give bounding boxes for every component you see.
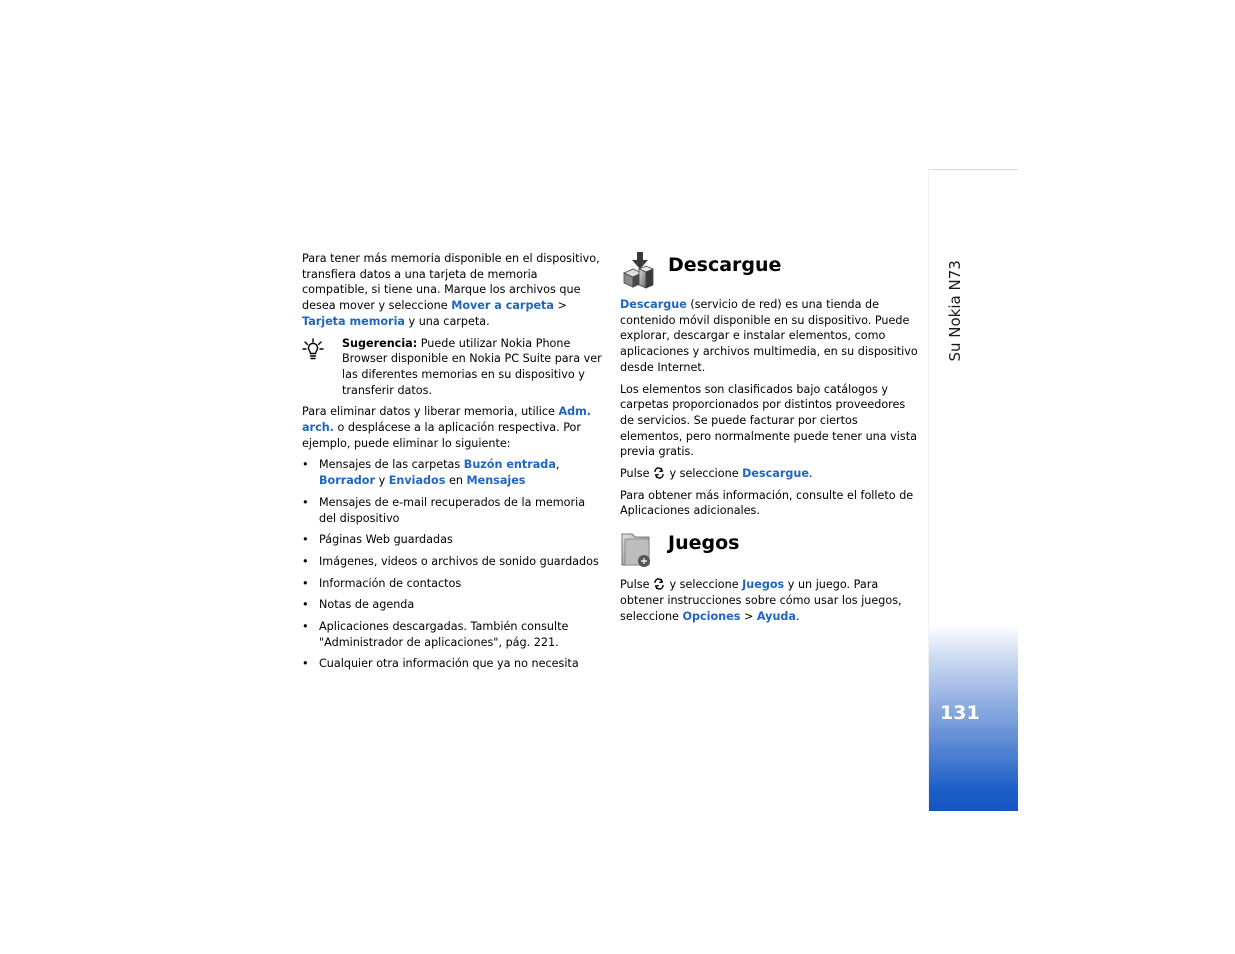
right-column <box>620 251 920 630</box>
chapter-title-text: Su Nokia N73 <box>946 260 965 362</box>
tip-label: Sugerencia: <box>342 336 418 350</box>
tip-text <box>342 336 602 399</box>
menu-key-icon <box>652 577 666 591</box>
list-item: • Información de contactos <box>302 576 602 592</box>
games-folder-icon <box>620 531 656 571</box>
list-item: • Imágenes, videos o archivos de sonido guardados <box>302 554 602 570</box>
move-to-folder-option: Mover a carpeta <box>451 299 554 313</box>
list-item: • Cualquier otra información que ya no necesita <box>302 656 602 672</box>
tip-body: Puede utilizar Nokia Phone Browser disponible en Nokia PC Suite para ver las diferentes memorias en su dispositivo y transferir datos. <box>342 336 602 397</box>
separator: y <box>375 474 389 488</box>
list-item-text: Mensajes de las carpetas <box>319 458 464 472</box>
descargue-app-name: Descargue <box>620 298 687 311</box>
list-item: • Mensajes de e-mail recuperados de la memoria del dispositivo <box>302 495 602 526</box>
sent-folder: Enviados <box>388 474 446 488</box>
juegos-section-header <box>620 531 920 573</box>
separator: en <box>445 474 467 488</box>
list-item <box>302 457 602 488</box>
period: . <box>808 467 813 481</box>
lightbulb-tip-icon <box>302 338 324 362</box>
descargue-intro-text: (servicio de red) es una tienda de contenido móvil disponible en su dispositivo. Puede explorar, descargar e instalar elementos, como aplicaciones y archivos multimedia, en su dispositivo desde Internet. <box>620 298 918 374</box>
memory-intro-paragraph <box>302 251 602 330</box>
opciones-option: Opciones <box>682 609 741 623</box>
select-text: y seleccione <box>669 467 743 481</box>
intro-text: Para tener más memoria disponible en el dispositivo, transfiera datos a una tarjeta de memoria compatible, si tiene una. Marque los archivos que desea mover y seleccione <box>302 252 600 313</box>
intro-text-end: y una carpeta. <box>404 314 490 328</box>
delete-data-paragraph <box>302 404 602 451</box>
press-text: Pulse <box>620 467 650 481</box>
descargue-section-header <box>620 251 920 293</box>
left-column <box>302 251 602 678</box>
press-text: Pulse <box>620 578 650 592</box>
select-text: y seleccione <box>669 578 743 592</box>
messages-app: Mensajes <box>466 474 526 488</box>
descargue-heading: Descargue <box>668 254 782 276</box>
juegos-heading: Juegos <box>668 532 740 555</box>
memory-card-option: Tarjeta memoria <box>302 314 405 328</box>
delete-text: Para eliminar datos y liberar memoria, utilice <box>302 405 559 419</box>
tip-block <box>302 336 602 399</box>
list-item: • Aplicaciones descargadas. También consulte "Administrador de aplicaciones", pág. 221. <box>302 619 602 650</box>
descargue-more-info-paragraph: Para obtener más información, consulte el folleto de Aplicaciones adicionales. <box>620 488 914 518</box>
list-item: • Notas de agenda <box>302 597 602 613</box>
descargue-option: Descargue <box>742 467 809 481</box>
separator: > <box>740 609 757 623</box>
separator: , <box>555 458 560 472</box>
descargue-catalog-paragraph: Los elementos son clasificados bajo catálogos y carpetas proporcionados por distintos proveedores de servicios. Se puede facturar por ciertos elementos, pero normalmente puede tener una vista previa gratis. <box>620 382 917 459</box>
ayuda-option: Ayuda <box>756 609 796 623</box>
juegos-text: y un juego. Para obtener instrucciones sobre cómo usar los juegos, seleccione <box>620 578 902 623</box>
download-app-icon <box>620 251 656 291</box>
inbox-folder: Buzón entrada <box>463 458 556 472</box>
drafts-folder: Borrador <box>319 474 376 488</box>
file-manager-option: Adm. arch. <box>302 405 592 435</box>
separator: > <box>553 299 567 313</box>
period: . <box>795 609 800 623</box>
list-item: • Páginas Web guardadas <box>302 532 602 548</box>
deletable-items-list <box>302 457 602 672</box>
page-number: 131 <box>940 702 980 724</box>
juegos-instruction <box>620 577 920 624</box>
menu-key-icon <box>652 466 666 480</box>
delete-text-end: o desplácese a la aplicación respectiva. Por ejemplo, puede eliminar lo siguiente: <box>302 421 581 450</box>
descargue-intro-paragraph <box>620 297 920 376</box>
chapter-title <box>944 258 968 364</box>
descargue-instruction <box>620 466 920 482</box>
juegos-option: Juegos <box>742 578 785 592</box>
